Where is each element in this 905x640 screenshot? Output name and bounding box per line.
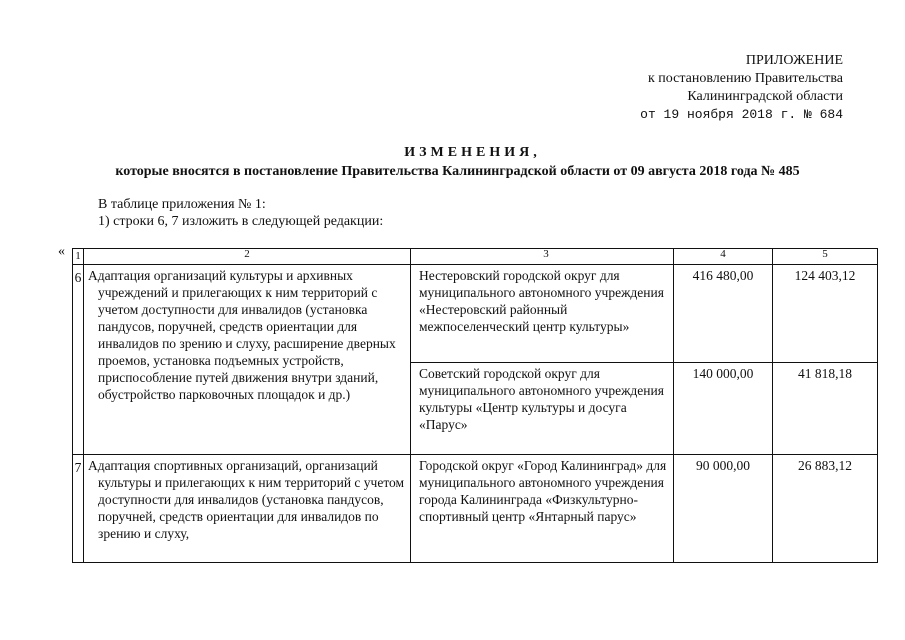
row-number: 6 bbox=[73, 265, 84, 455]
appendix-line-3: от 19 ноября 2018 г. № 684 bbox=[640, 107, 843, 122]
row-recipient: Нестеровский городской округ для муниципального автономного учреждения «Нестеровский районный межпоселенческий центр культуры» bbox=[411, 265, 674, 363]
intro-line-1: В таблице приложения № 1: bbox=[98, 197, 266, 212]
row-amount-col4: 140 000,00 bbox=[674, 363, 773, 455]
header-col-1: 1 bbox=[73, 249, 84, 265]
table-row bbox=[73, 455, 878, 563]
open-quote: « bbox=[58, 244, 65, 259]
row-recipient: Городской округ «Город Калининград» для муниципального автономного учреждения города Калининграда «Физкультурно-спортивный центр «Янтарный парус» bbox=[411, 455, 674, 563]
header-col-4: 4 bbox=[674, 249, 773, 265]
row-amount-col5: 41 818,18 bbox=[773, 363, 878, 455]
row-amount-col4: 90 000,00 bbox=[674, 455, 773, 563]
table-header-row bbox=[73, 249, 878, 265]
row-amount-col5: 124 403,12 bbox=[773, 265, 878, 363]
intro-line-2: 1) строки 6, 7 изложить в следующей редакции: bbox=[98, 214, 384, 229]
appendix-title: ПРИЛОЖЕНИЕ bbox=[745, 53, 843, 68]
document-heading bbox=[0, 143, 905, 181]
row-description: Адаптация организаций культуры и архивных учреждений и прилегающих к ним территорий с учетом доступности для инвалидов (установка пандусов, поручней, средств ориентации для инвалидов по зрению и слуху, расширение дверных проемов, установка подъемных устройств, приспособление путей движения внутри зданий, обустройство парковочных площадок и др.) bbox=[84, 265, 411, 455]
table-row bbox=[73, 265, 878, 363]
changes-table bbox=[72, 248, 878, 563]
row-amount-col4: 416 480,00 bbox=[674, 265, 773, 363]
row-number: 7 bbox=[73, 455, 84, 563]
row-recipient: Советский городской округ для муниципального автономного учреждения культуры «Центр культуры и досуга «Парус» bbox=[411, 363, 674, 455]
header-col-5: 5 bbox=[773, 249, 878, 265]
heading-title: ИЗМЕНЕНИЯ, bbox=[404, 145, 541, 160]
appendix-line-1: к постановлению Правительства bbox=[647, 71, 843, 86]
heading-subtitle: которые вносятся в постановление Правительства Калининградской области от 09 августа 2018 года № 485 bbox=[115, 164, 800, 179]
intro-text bbox=[98, 196, 383, 230]
header-col-3: 3 bbox=[411, 249, 674, 265]
appendix-block bbox=[640, 52, 843, 124]
row-description: Адаптация спортивных организаций, организаций культуры и прилегающих к ним территорий с учетом доступности для инвалидов (установка пандусов, поручней, средств ориентации для инвалидов по зрению и слуху, bbox=[84, 455, 411, 563]
row-amount-col5: 26 883,12 bbox=[773, 455, 878, 563]
header-col-2: 2 bbox=[84, 249, 411, 265]
appendix-line-2: Калининградской области bbox=[687, 89, 843, 104]
